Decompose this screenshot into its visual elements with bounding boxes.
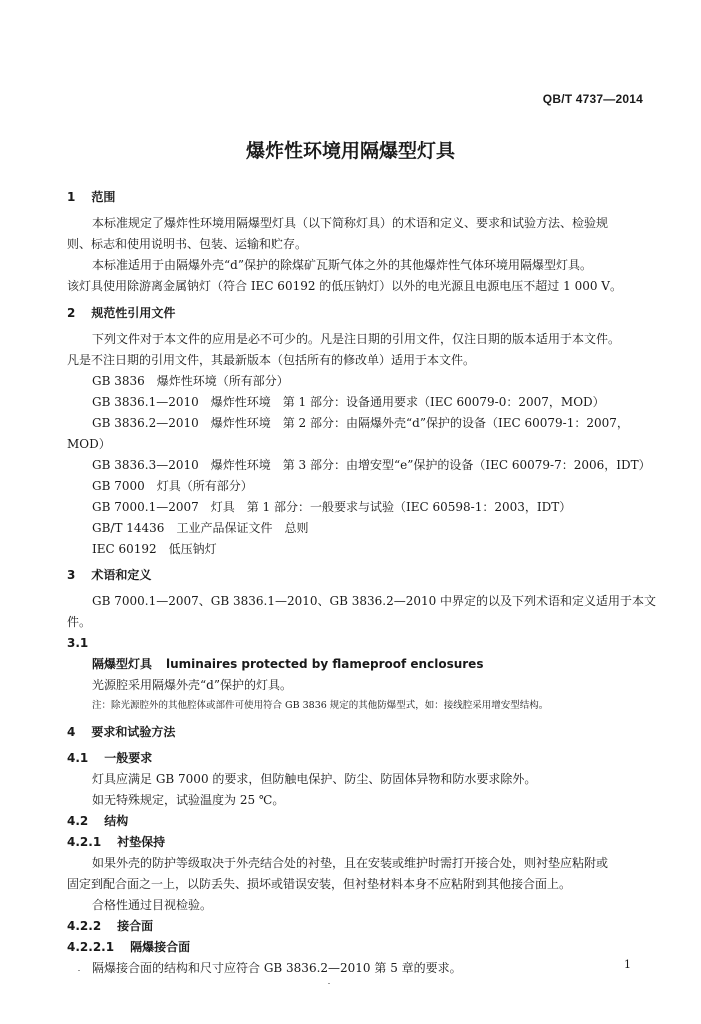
paragraph-line: 隔爆接合面的结构和尺寸应符合 GB 3836.2—2010 第 5 章的要求。 [92,961,462,975]
paragraph-line: 凡是不注日期的引用文件，其最新版本（包括所有的修改单）适用于本文件。 [67,353,476,367]
section-heading-4 [67,724,175,740]
reference-item: IEC 60192 低压钠灯 [92,542,217,556]
page-number: 1 [624,958,631,971]
subsection-number: 4.2.1 [67,835,102,849]
paragraph-line: 下列文件对于本文件的应用是必不可少的。凡是注日期的引用文件，仅注日期的版本适用于本文件。 [92,332,621,346]
note: 注：除光源腔外的其他腔体或部件可使用符合 GB 3836 规定的其他防爆型式，如：接线腔采用增安型结构。 [92,700,549,711]
subsection-number: 4.1 [67,751,89,765]
paragraph-line: 固定到配合面之一上，以防丢失、损坏或错误安装，但衬垫材料本身不应粘附到其他接合面上。 [67,877,572,891]
subsection-number: 4.2 [67,814,89,828]
subsection-title: 衬垫保持 [117,835,166,849]
subsection-title: 结构 [104,814,129,828]
page-title: 爆炸性环境用隔爆型灯具 [245,140,455,162]
section-heading-1 [67,189,115,205]
paragraph-line: 本标准规定了爆炸性环境用隔爆型灯具（以下简称灯具）的术语和定义、要求和试验方法、检验规 [92,216,609,230]
paragraph-line: 则、标志和使用说明书、包装、运输和贮存。 [67,237,308,251]
section-number: 4 [67,725,76,739]
subsection-title: 接合面 [117,919,154,933]
term-entry [92,656,483,672]
paragraph-line: 件。 [67,615,92,629]
subsection-heading-4-1 [67,750,152,766]
section-number: 3 [67,568,76,582]
reference-item: GB 7000.1—2007 灯具 第 1 部分：一般要求与试验（IEC 60598-1：2003，IDT） [92,500,572,514]
standard-code: QB/T 4737—2014 [542,92,643,106]
scan-speck [78,970,80,971]
subsection-number: 4.2.2.1 [67,940,115,954]
section-title: 要求和试验方法 [91,725,176,739]
term-definition: 光源腔采用隔爆外壳“d”保护的灯具。 [92,678,292,692]
subsection-heading-4-2-1 [67,834,165,850]
reference-item-continued: MOD） [67,437,111,451]
subsection-heading-4-2-2 [67,918,153,934]
reference-item: GB 3836.1—2010 爆炸性环境 第 1 部分：设备通用要求（IEC 60079-0：2007，MOD） [92,395,605,409]
term-number: 3.1 [67,636,89,650]
section-number: 1 [67,190,76,204]
section-title: 术语和定义 [91,568,152,582]
section-number: 2 [67,306,76,320]
section-heading-2 [67,305,175,321]
reference-item: GB 3836.2—2010 爆炸性环境 第 2 部分：由隔爆外壳“d”保护的设备（IEC 60079-1：2007， [92,416,629,430]
subsection-title: 一般要求 [104,751,153,765]
reference-item: GB/T 14436 工业产品保证文件 总则 [92,521,309,535]
reference-item: GB 3836 爆炸性环境（所有部分） [92,374,289,388]
paragraph-line: 合格性通过目视检验。 [92,898,213,912]
paragraph-line: 灯具应满足 GB 7000 的要求，但防触电保护、防尘、防固体异物和防水要求除外。 [92,772,537,786]
paragraph-line: 本标准适用于由隔爆外壳“d”保护的除煤矿瓦斯气体之外的其他爆炸性气体环境用隔爆型灯具。 [92,258,592,272]
reference-item: GB 3836.3—2010 爆炸性环境 第 3 部分：由增安型“e”保护的设备（IEC 60079-7：2006，IDT） [92,458,651,472]
term-english: luminaires protected by flameproof enclosures [166,657,484,671]
section-heading-3 [67,567,151,583]
reference-item: GB 7000 灯具（所有部分） [92,479,253,493]
subsection-heading-4-2 [67,813,128,829]
scan-speck [328,983,330,984]
paragraph-line: 如果外壳的防护等级取决于外壳结合处的衬垫，且在安装或维护时需打开接合处，则衬垫应粘附或 [92,856,609,870]
paragraph-line: GB 7000.1—2007、GB 3836.1—2010、GB 3836.2—2010 中界定的以及下列术语和定义适用于本文 [92,594,657,608]
paragraph-line: 如无特殊规定，试验温度为 25 ℃。 [92,793,285,807]
section-title: 规范性引用文件 [91,306,176,320]
term-chinese: 隔爆型灯具 [92,657,153,671]
subsection-number: 4.2.2 [67,919,102,933]
section-title: 范围 [91,190,116,204]
paragraph-line: 该灯具使用除游离金属钠灯（符合 IEC 60192 的低压钠灯）以外的电光源且电源电压不超过 1 000 V。 [67,279,622,293]
subsection-title: 隔爆接合面 [130,940,191,954]
subsection-heading-4-2-2-1 [67,939,190,955]
